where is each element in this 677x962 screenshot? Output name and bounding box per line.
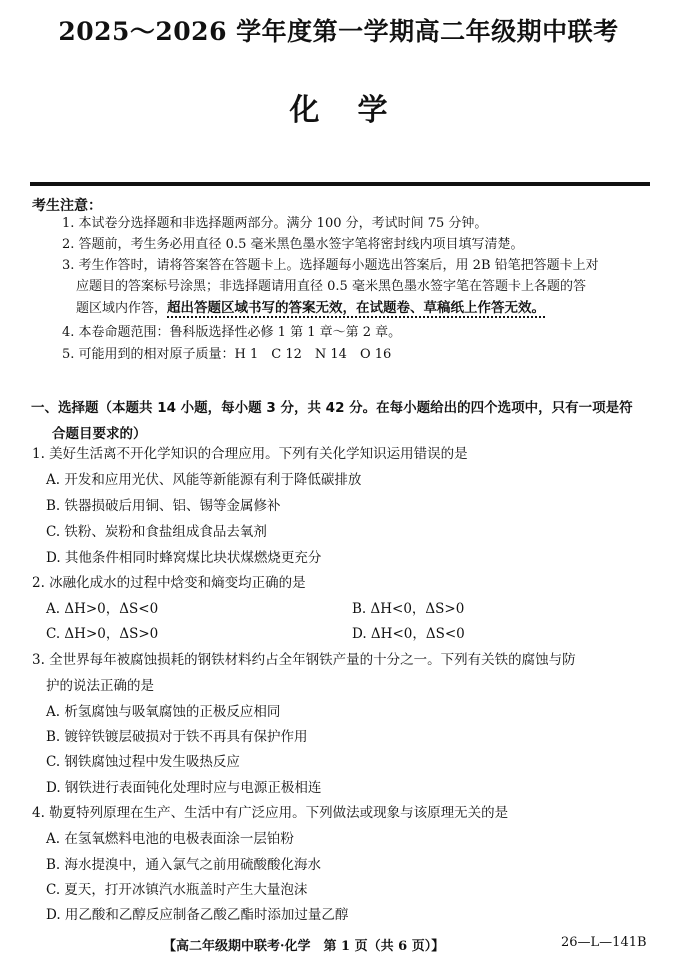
question-2-option-a: A. ΔH>0，ΔS<0 xyxy=(46,601,159,617)
question-1-option-a: A. 开发和应用光伏、风能等新能源有利于降低碳排放 xyxy=(46,472,362,488)
notice-item-2: 2. 答题前，考生务必用直径 0.5 毫米黑色墨水签字笔将密封线内项目填写清楚。 xyxy=(62,237,524,252)
question-1-option-b: B. 铁器损破后用铜、铝、锡等金属修补 xyxy=(46,498,281,514)
question-3-option-d: D. 钢铁进行表面钝化处理时应与电源正极相连 xyxy=(46,780,322,796)
question-3-stem-line-2: 护的说法正确的是 xyxy=(46,678,154,694)
notice-item-4: 4. 本卷命题范围：鲁科版选择性必修 1 第 1 章～第 2 章。 xyxy=(62,325,402,340)
question-2-option-c: C. ΔH>0，ΔS>0 xyxy=(46,626,159,642)
question-1-option-d: D. 其他条件相同时蜂窝煤比块状煤燃烧更充分 xyxy=(46,550,322,566)
question-4-stem: 4. 勒夏特列原理在生产、生活中有广泛应用。下列做法或现象与该原理无关的是 xyxy=(32,805,509,821)
section-heading-line-1: 一、选择题（本题共 14 小题，每小题 3 分，共 42 分。在每小题给出的四个选项中，只有一项是符 xyxy=(31,400,633,416)
question-4-option-a: A. 在氢氧燃料电池的电极表面涂一层铂粉 xyxy=(46,831,294,847)
question-4-option-b: B. 海水提溴中，通入氯气之前用硫酸酸化海水 xyxy=(46,857,322,873)
section-heading-line-2: 合题目要求的） xyxy=(52,426,147,442)
subject-title: 化学 xyxy=(289,93,426,128)
notice-item-5: 5. 可能用到的相对原子质量：H 1 C 12 N 14 O 16 xyxy=(62,347,392,362)
question-2-stem: 2. 冰融化成水的过程中焓变和熵变均正确的是 xyxy=(32,575,306,591)
question-3-stem-line-1: 3. 全世界每年被腐蚀损耗的钢铁材料约占全年钢铁产量的十分之一。下列有关铁的腐蚀与防 xyxy=(32,652,576,668)
notice-heading: 考生注意： xyxy=(32,198,102,214)
question-1-option-c: C. 铁粉、炭粉和食盐组成食品去氧剂 xyxy=(46,524,267,540)
page-footer-label: 【高二年级期中联考·化学 第 1 页（共 6 页）】 xyxy=(163,939,445,954)
header-divider xyxy=(30,182,650,186)
notice-item-3-end xyxy=(76,298,545,319)
notice-item-3: 3. 考生作答时，请将答案答在答题卡上。选择题每小题选出答案后，用 2B 铅笔把答题卡上对 xyxy=(62,258,599,273)
notice-item-3-tail: 题区域内作答， xyxy=(76,301,168,316)
question-2-option-d: D. ΔH<0，ΔS<0 xyxy=(352,626,465,642)
question-4-option-c: C. 夏天，打开冰镇汽水瓶盖时产生大量泡沫 xyxy=(46,882,308,898)
question-1-stem: 1. 美好生活离不开化学知识的合理应用。下列有关化学知识运用错误的是 xyxy=(32,446,468,462)
page-footer-code: 26—L—141B xyxy=(561,935,647,950)
notice-item-1: 1. 本试卷分选择题和非选择题两部分。满分 100 分，考试时间 75 分钟。 xyxy=(62,216,488,231)
section-heading xyxy=(31,395,633,447)
question-4-option-d: D. 用乙酸和乙醇反应制备乙酸乙酯时添加过量乙醇 xyxy=(46,907,349,923)
question-2-option-b: B. ΔH<0，ΔS>0 xyxy=(352,601,465,617)
notice-item-3-cont: 应题目的答案标号涂黑；非选择题请用直径 0.5 毫米黑色墨水签字笔在答题卡上各题的答 xyxy=(76,279,586,294)
question-3-option-a: A. 析氢腐蚀与吸氧腐蚀的正极反应相同 xyxy=(46,704,281,720)
question-3-option-c: C. 钢铁腐蚀过程中发生吸热反应 xyxy=(46,754,240,770)
question-3-option-b: B. 镀锌铁镀层破损对于铁不再具有保护作用 xyxy=(46,729,308,745)
notice-emphasis: 超出答题区域书写的答案无效，在试题卷、草稿纸上作答无效。 xyxy=(167,300,546,316)
exam-title: 2025～2026 学年度第一学期高二年级期中联考 xyxy=(58,17,619,46)
